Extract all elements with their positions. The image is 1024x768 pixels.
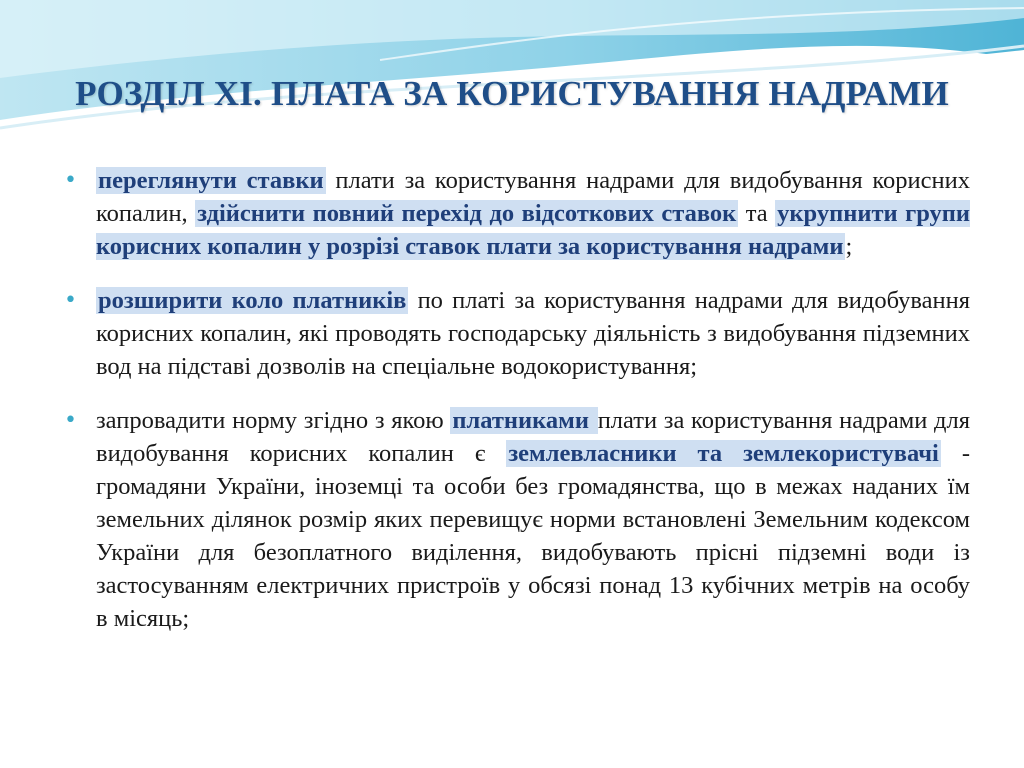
bullet-list bbox=[64, 164, 970, 656]
bullet-text-3 bbox=[96, 404, 970, 635]
highlight-phrase: укрупнити групи корисних копалин у розрізі ставок плати за користування надрами bbox=[96, 200, 970, 260]
text-segment: ; bbox=[845, 233, 853, 260]
text-segment: по платі за користування надрами для видобування корисних копалин, які проводять господарську діяльність з видобування підземних вод на підставі дозволів на спеціальне водокористування; bbox=[96, 287, 970, 380]
highlight-phrase: переглянути ставки bbox=[98, 167, 324, 194]
highlight-phrase: землевласники та землекористувачі bbox=[508, 440, 939, 467]
bullet-item-3 bbox=[64, 404, 970, 635]
text-segment: плати за користування надрами для видобування корисних копалин є bbox=[96, 407, 971, 467]
bullet-text-1 bbox=[96, 164, 970, 263]
highlight-phrase: здійснити повний перехід до відсоткових ставок bbox=[197, 200, 737, 227]
text-segment: - громадяни України, іноземці та особи без громадянства, що в межах наданих їм земельних ділянок розмір яких перевищує норми встановлені Земельним кодексом України для безоплатного виділення, видобувають прісні підземні води із застосуванням електричних пристроїв у обсязі понад 13 кубічних метрів на особу в місяць; bbox=[96, 440, 970, 632]
bullet-text-2 bbox=[96, 284, 970, 383]
bullet-icon: • bbox=[64, 168, 77, 193]
text-segment: запровадити норму згідно з якою bbox=[96, 407, 451, 434]
bullet-icon: • bbox=[64, 408, 77, 433]
text-segment: плати за користування надрами для видобування корисних копалин, bbox=[96, 167, 970, 227]
text-segment: та bbox=[738, 200, 776, 227]
highlight-phrase: платниками bbox=[452, 407, 596, 434]
slide-title: РОЗДІЛ XI. ПЛАТА ЗА КОРИСТУВАННЯ НАДРАМИ bbox=[75, 74, 949, 113]
highlight-phrase: розширити коло платників bbox=[98, 287, 407, 314]
bullet-icon: • bbox=[64, 288, 77, 313]
bullet-item-1 bbox=[64, 164, 970, 263]
bullet-item-2 bbox=[64, 284, 970, 383]
